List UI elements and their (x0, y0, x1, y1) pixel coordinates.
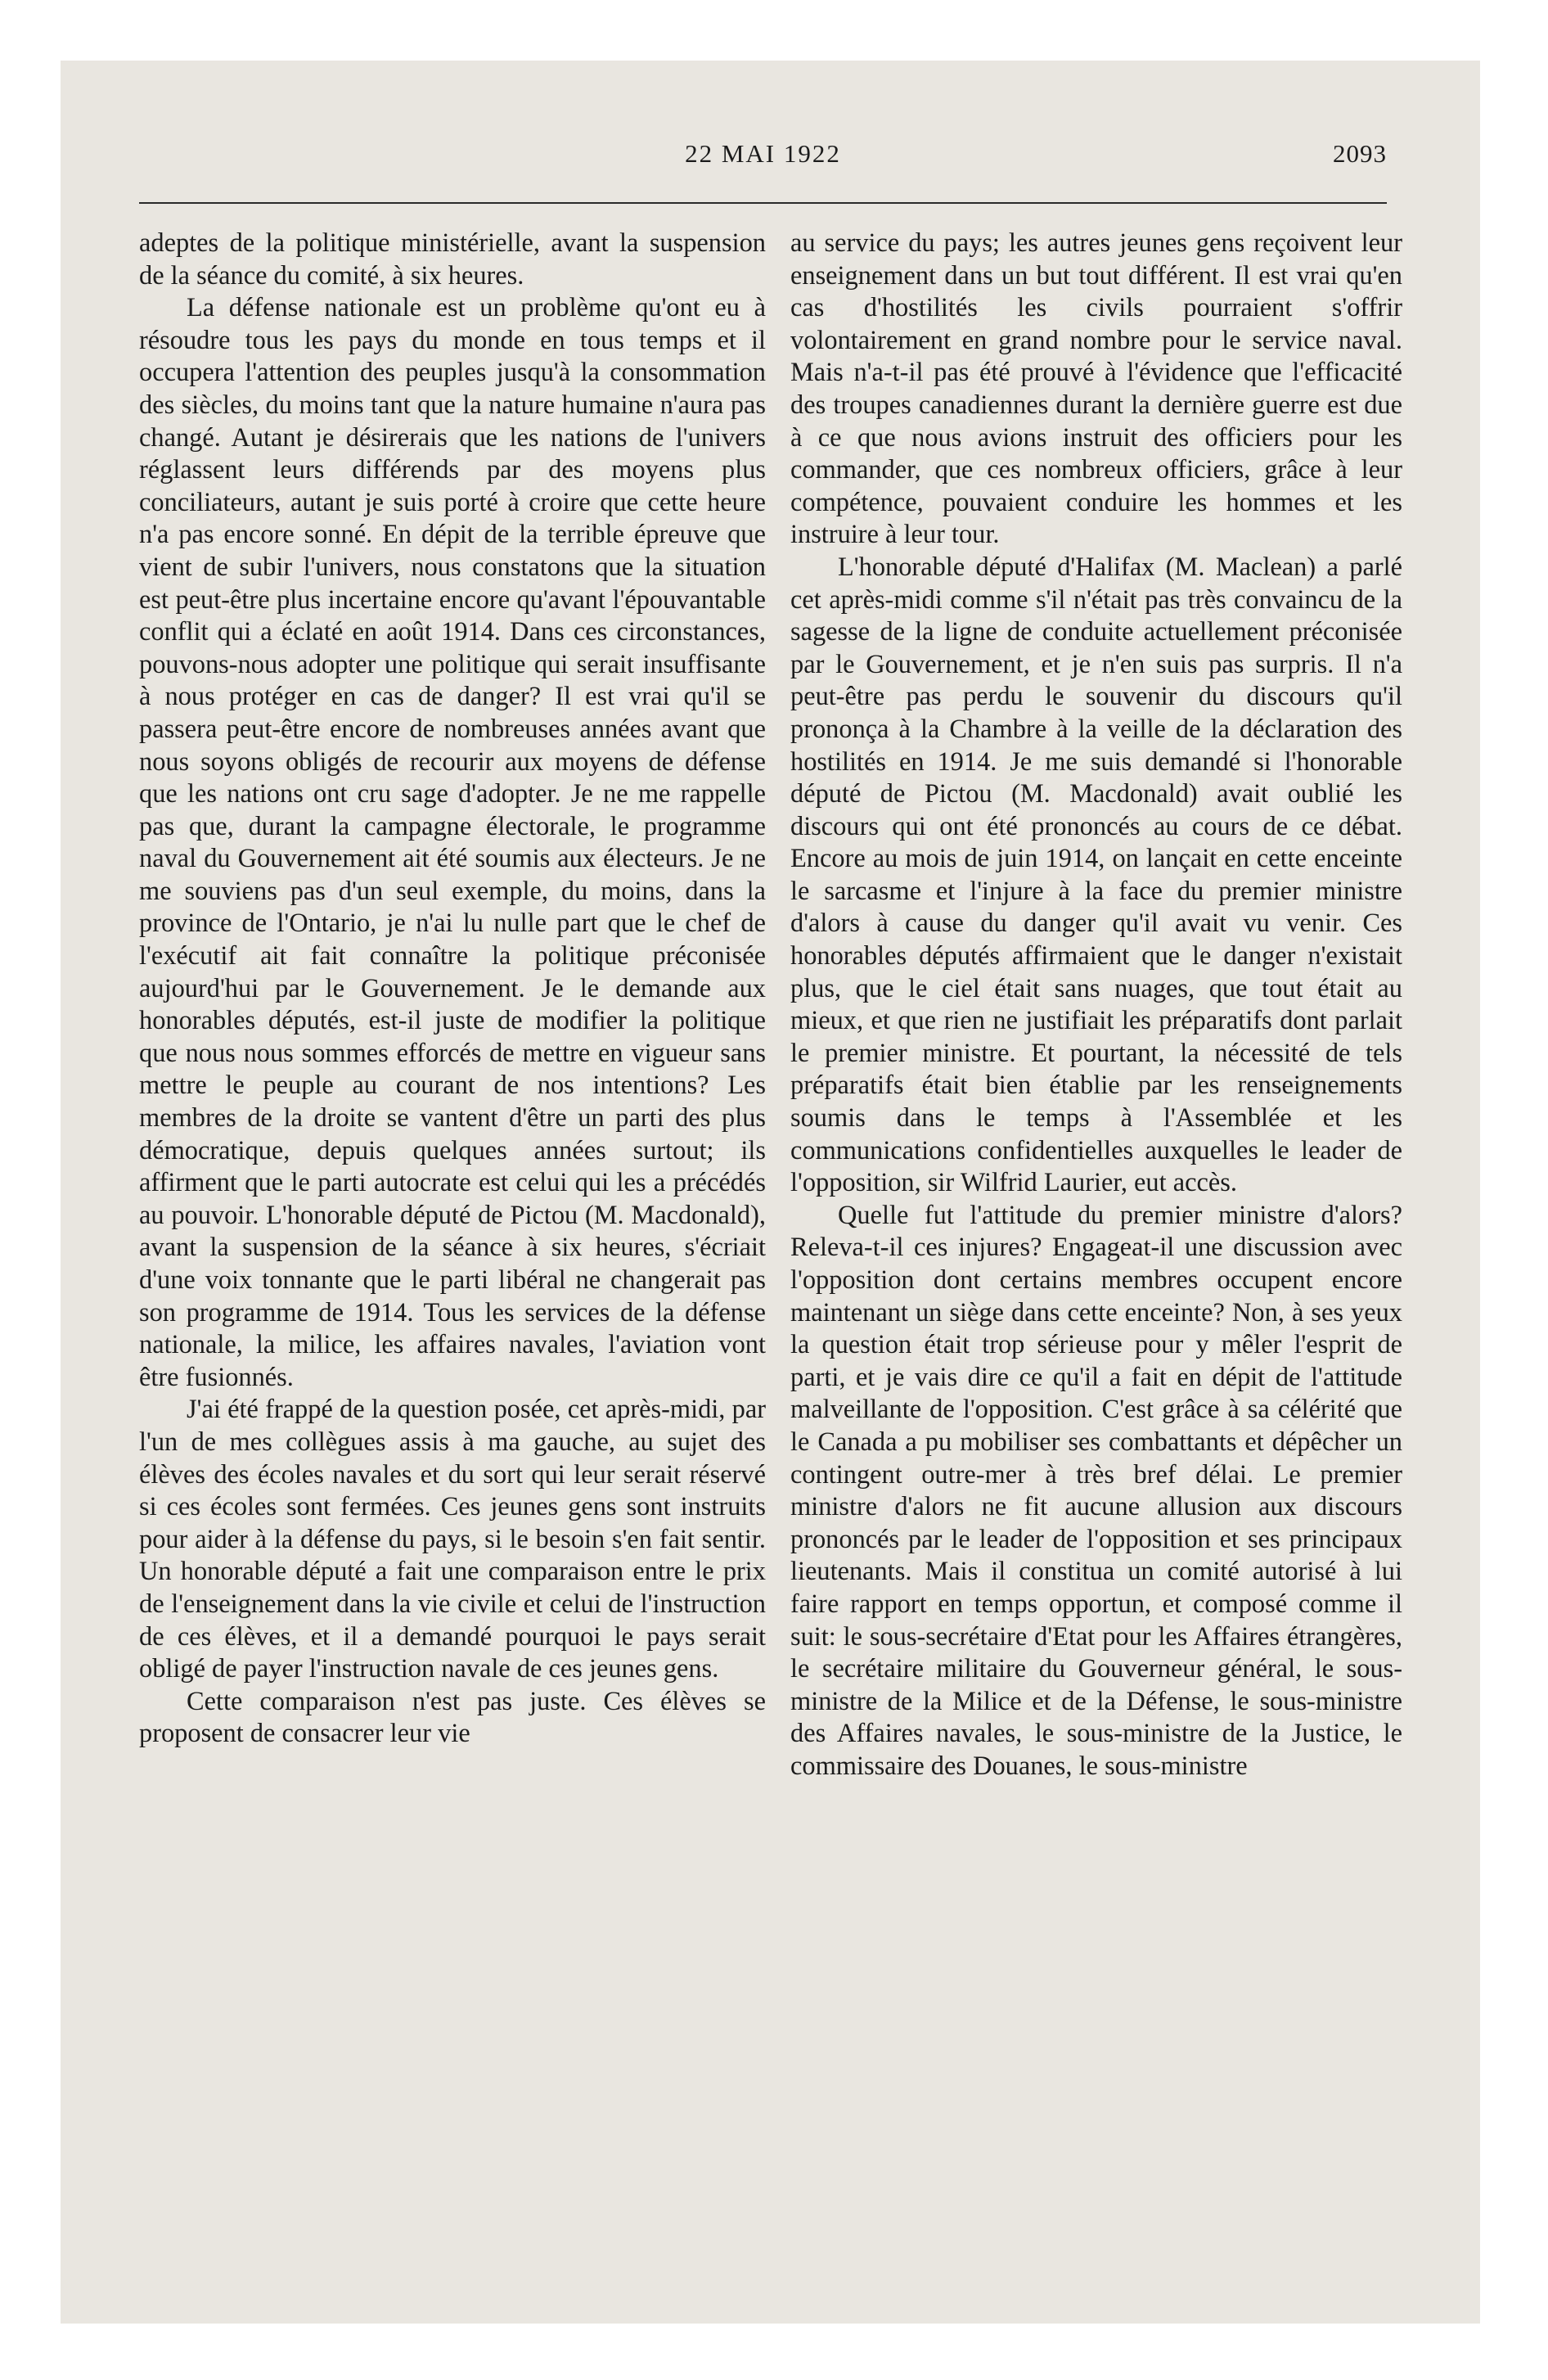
header-date: 22 MAI 1922 (685, 139, 841, 168)
paragraph: La défense nationale est un problème qu'ont eu à résoudre tous les pays du monde en tous temps et il occupera l'attention des peuples jusqu'à la consommation des siècles, du moins tant que la nature humaine n'aura pas changé. Autant je désirerais que les nations de l'univers réglassent leurs différends par des moyens plus conciliateurs, autant je suis porté à croire que cette heure n'a pas encore sonné. En dépit de la terrible épreuve que vient de subir l'univers, nous constatons que la situation est peut-être plus incertaine encore qu'avant l'épouvantable conflit qui a éclaté en août 1914. Dans ces circonstances, pouvons-nous adopter une politique qui serait insuffisante à nous protéger en cas de danger? Il est vrai qu'il se passera peut-être encore de nombreuses années avant que nous soyons obligés de recourir aux moyens de défense que les nations ont cru sage d'adopter. Je ne me rappelle pas que, durant la campagne électorale, le programme naval du Gouvernement ait été soumis aux électeurs. Je ne me souviens pas d'un seul exemple, du moins, dans la province de l'Ontario, je n'ai lu nulle part que le chef de l'exécutif ait fait connaître la politique préconisée aujourd'hui par le Gouvernement. Je le demande aux honorables députés, est-il juste de modifier la politique que nous nous sommes efforcés de mettre en vigueur sans mettre le peuple au courant de nos intentions? Les membres de la droite se vantent d'être un parti des plus démocratique, depuis quelques années surtout; ils affirment que le parti autocrate est celui qui les a précédés au pouvoir. L'honorable député de Pictou (M. Macdonald), avant la suspension de la séance à six heures, s'écriait d'une voix tonnante que le parti libéral ne changerait pas son programme de 1914. Tous les services de la défense nationale, la milice, les affaires navales, l'aviation vont être fusionnés. (139, 293, 766, 1392)
header-rule (139, 202, 1387, 204)
page-number: 2093 (1333, 139, 1387, 168)
paragraph: au service du pays; les autres jeunes gens reçoivent leur enseignement dans un but tout différent. Il est vrai qu'en cas d'hostilités les civils pourraient s'offrir volontairement en grand nombre pour le service naval. Mais n'a-t-il pas été prouvé à l'évidence que l'efficacité des troupes canadiennes durant la dernière guerre est due à ce que nous avions instruit des officiers pour les commander, que ces nombreux officiers, grâce à leur compétence, pouvaient conduire les hommes et les instruire à leur tour. (790, 228, 1402, 550)
right-column (790, 228, 1402, 1783)
left-column (139, 228, 766, 1751)
page-header (139, 139, 1387, 185)
paragraph: L'honorable député d'Halifax (M. Maclean) a parlé cet après-midi comme s'il n'était pas très convaincu de la sagesse de la ligne de conduite actuellement préconisée par le Gouvernement, et je n'en suis pas surpris. Il n'a peut-être pas perdu le souvenir du discours qu'il prononça à la Chambre à la veille de la déclaration des hostilités en 1914. Je me suis demandé si l'honorable député de Pictou (M. Macdonald) avait oublié les discours qui ont été prononcés au cours de ce débat. Encore au mois de juin 1914, on lançait en cette enceinte le sarcasme et l'injure à la face du premier ministre d'alors à cause du danger qu'il avait vu venir. Ces honorables députés affirmaient que le danger n'existait plus, que le ciel était sans nuages, que tout était au mieux, et que rien ne justifiait les préparatifs dont parlait le premier ministre. Et pourtant, la nécessité de tels préparatifs était bien établie par les renseignements soumis dans le temps à l'Assemblée et les communications confidentielles auxquelles le leader de l'opposition, sir Wilfrid Laurier, eut accès. (790, 552, 1402, 1198)
paragraph: J'ai été frappé de la question posée, cet après-midi, par l'un de mes collègues assis à ma gauche, au sujet des élèves des écoles navales et du sort qui leur serait réservé si ces écoles sont fermées. Ces jeunes gens sont instruits pour aider à la défense du pays, si le besoin s'en fait sentir. Un honorable député a fait une comparaison entre le prix de l'enseignement dans la vie civile et celui de l'instruction de ces élèves, et il a demandé pourquoi le pays serait obligé de payer l'instruction navale de ces jeunes gens. (139, 1395, 766, 1684)
paragraph: adeptes de la politique ministérielle, avant la suspension de la séance du comité, à six heures. (139, 228, 766, 291)
paragraph: Quelle fut l'attitude du premier ministre d'alors? Releva-t-il ces injures? Engageat-il une discussion avec l'opposition dont certains membres occupent encore maintenant un siège dans cette enceinte? Non, à ses yeux la question était trop sérieuse pour y mêler l'esprit de parti, et je vais dire ce qu'il a fait en dépit de l'attitude malveillante de l'opposition. C'est grâce à sa célérité que le Canada a pu mobiliser ses combattants et dépêcher un contingent outre-mer à très bref délai. Le premier ministre d'alors ne fit aucune allusion aux discours prononcés par le leader de l'opposition et ses principaux lieutenants. Mais il constitua un comité autorisé à lui faire rapport en temps opportun, et composé comme il suit: le sous-secrétaire d'Etat pour les Affaires étrangères, le secrétaire militaire du Gouverneur général, le sous-ministre de la Milice et de la Défense, le sous-ministre des Affaires navales, le sous-ministre de la Justice, le commissaire des Douanes, le sous-ministre (790, 1200, 1402, 1781)
paragraph: Cette comparaison n'est pas juste. Ces élèves se proposent de consacrer leur vie (139, 1686, 766, 1749)
